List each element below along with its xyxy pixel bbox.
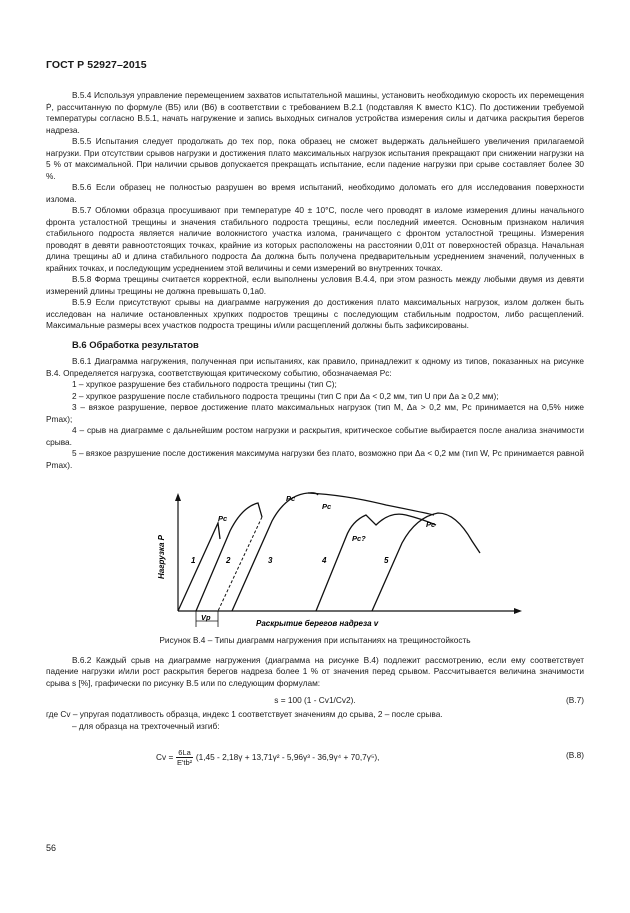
list-item-2: 2 – хрупкое разрушение после стабильного подроста трещины (тип С при Δa < 0,2 мм, тип U при Δa ≥ 0,2 мм); xyxy=(72,390,499,401)
page-number: 56 xyxy=(46,843,57,853)
y-axis-label: Нагрузка Р xyxy=(157,535,166,579)
formula-b7 xyxy=(46,695,584,709)
unloading-line xyxy=(218,517,262,611)
formula-b8 xyxy=(46,740,584,770)
paragraph-b62: В.6.2 Каждый срыв на диаграмме нагружения (диаграмма на рисунке В.4) подлежит рассмотрению, если ему соответствует падение нагрузки и/или рост раскрытия берегов надреза более 1 % от значения перед срывом. Рассчитывается величина значимости срыва s [%], графически по рисунку В.5 или по следующим формулам: xyxy=(46,654,584,688)
formula-b8-denominator: E'tb² xyxy=(176,758,193,767)
list-item-3: 3 – вязкое разрушение, первое достижение плато максимальных нагрузок (тип М, Δa > 0,2 мм, Pc принимается на 0,5% ниже Pmax); xyxy=(46,402,584,424)
x-axis-label: Раскрытие берегов надреза v xyxy=(256,619,379,628)
paragraph-b54: В.5.4 Используя управление перемещением захватов испытательной машины, установить необходимую скорость их перемещения Ṗ, рассчитанную по формуле (В5) или (В6) в соответствии с требованием В.2.1 (подставляя K вместо K1C). По достижении требуемой температуры согласно В.5.1, начать нагружение и запись выходных сигналов устройства измерения силы и датчика раскрытия берегов надреза. xyxy=(46,90,584,135)
formula-b8-fraction xyxy=(176,748,193,767)
diagram-svg xyxy=(46,481,584,631)
peak-label-3: Pc xyxy=(322,502,332,511)
paragraph-b55: В.5.5 Испытания следует продолжать до тех пор, пока образец не сможет выдержать дальнейшего увеличения прилагаемой нагрузки. При отсутствии срывов нагрузки и достижения плато максимальных нагрузок испытания прекращают при снижении нагрузки на 5 % от максимальной. При наличии срывов допускается прекращать испытание, если падение нагрузки при срыве составляет более 30 %. xyxy=(46,136,584,181)
list-item-1: 1 – хрупкое разрушение без стабильного подроста трещины (тип С); xyxy=(72,379,337,389)
curve-1 xyxy=(178,523,220,611)
formula-b7-expression: s = 100 (1 - Cv1/Cv2). xyxy=(274,695,356,705)
figure-load-diagrams xyxy=(46,481,584,631)
document-body xyxy=(46,90,584,770)
document-header: ГОСТ Р 52927–2015 xyxy=(46,59,147,71)
formula-b8-rhs: (1,45 - 2,18γ + 13,71γ² - 5,96γ³ - 36,9γ⁴ + 70,7γ⁵), xyxy=(195,751,380,762)
y-axis-arrow xyxy=(175,493,181,501)
peak-label-2: Pc xyxy=(286,494,296,503)
curve-number-3: 3 xyxy=(268,556,273,565)
peak-label-5: Pc xyxy=(426,520,436,529)
paragraph-three-point: – для образца на трехточечный изгиб: xyxy=(72,720,220,731)
formula-b8-lhs: Cv = xyxy=(156,751,174,762)
peak-label-1: Pc xyxy=(218,514,228,523)
section-title: В.6 Обработка результатов xyxy=(72,338,199,350)
paragraph-b58: В.5.8 Форма трещины считается корректной, если выполнены условия В.4.4, при этом разность между любыми двумя из девяти измерений длины трещины не должна превышать 0,1a0. xyxy=(46,274,584,296)
x-axis-arrow xyxy=(514,608,522,614)
formula-b8-numerator: 6La xyxy=(178,748,191,757)
vp-label: Vp xyxy=(201,613,211,622)
formula-b7-number: (В.7) xyxy=(566,695,584,705)
formula-b8-number: (В.8) xyxy=(566,750,584,760)
curve-number-5: 5 xyxy=(384,556,389,565)
paragraph-b59: В.5.9 Если присутствуют срывы на диаграмме нагружения до достижения плато максимальных нагрузок, излом должен быть исследован на наличие остановленных хрупких подростов трещины с последующим стабильным подростом, либо расщеплений. Максимальные размеры всех участков подроста трещины и/или расщеплений должны быть зафиксированы. xyxy=(46,297,584,330)
peak-label-4: Pc? xyxy=(352,534,366,543)
curve-number-2: 2 xyxy=(226,556,231,565)
formula-b8-expression xyxy=(156,748,379,767)
figure-caption: Рисунок В.4 – Типы диаграмм нагружения при испытаниях на трещиностойкость xyxy=(159,635,471,645)
curve-number-4: 4 xyxy=(322,556,327,565)
list-item-5: 5 – вязкое разрушение после достижения максимума нагрузки без плато, возможно при Δa < 0,2 мм (тип W, Pc принимается равной Pmax). xyxy=(46,448,584,470)
paragraph-b57: В.5.7 Обломки образца просушивают при температуре 40 ± 10°С, после чего проводят в изломе измерения длины начального фронта усталостной трещины и значения стабильного подроста трещины, если последний имеется. Основным признаком наличия стабильного подроста является наличие волокнистого участка излома, граничащего с фронтом усталостной трещины. Измерения проводят в девяти равноотстоящих точках, крайние из которых расположены на расстоянии 0,01t от поверхностей образца. Начальная длина трещины a0 и длина стабильного подроста Δa должна быть получена предварительным усреднением значений, полученных в крайних точках, и последующим усреднением этой величины и семи измерений во внутренних точках. xyxy=(46,205,584,273)
paragraph-b61: В.6.1 Диаграмма нагружения, полученная при испытаниях, как правило, принадлежит к одному из типов, показанных на рисунке В.4. Определяется нагрузка, соответствующая критическому событию, обозначаемая Pc: xyxy=(46,356,584,378)
curve-number-1: 1 xyxy=(191,556,196,565)
list-item-4: 4 – срыв на диаграмме с дальнейшим ростом нагрузки и раскрытия, критическое событие выбирается после анализа значимости срыва. xyxy=(46,425,584,447)
curve-4 xyxy=(316,514,436,611)
paragraph-b56: В.5.6 Если образец не полностью разрушен во время испытаний, необходимо доломать его для исследования поверхности излома. xyxy=(46,182,584,204)
paragraph-where: где Cv – упругая податливость образца, индекс 1 соответствует значениям до срыва, 2 – после срыва. xyxy=(46,709,443,719)
